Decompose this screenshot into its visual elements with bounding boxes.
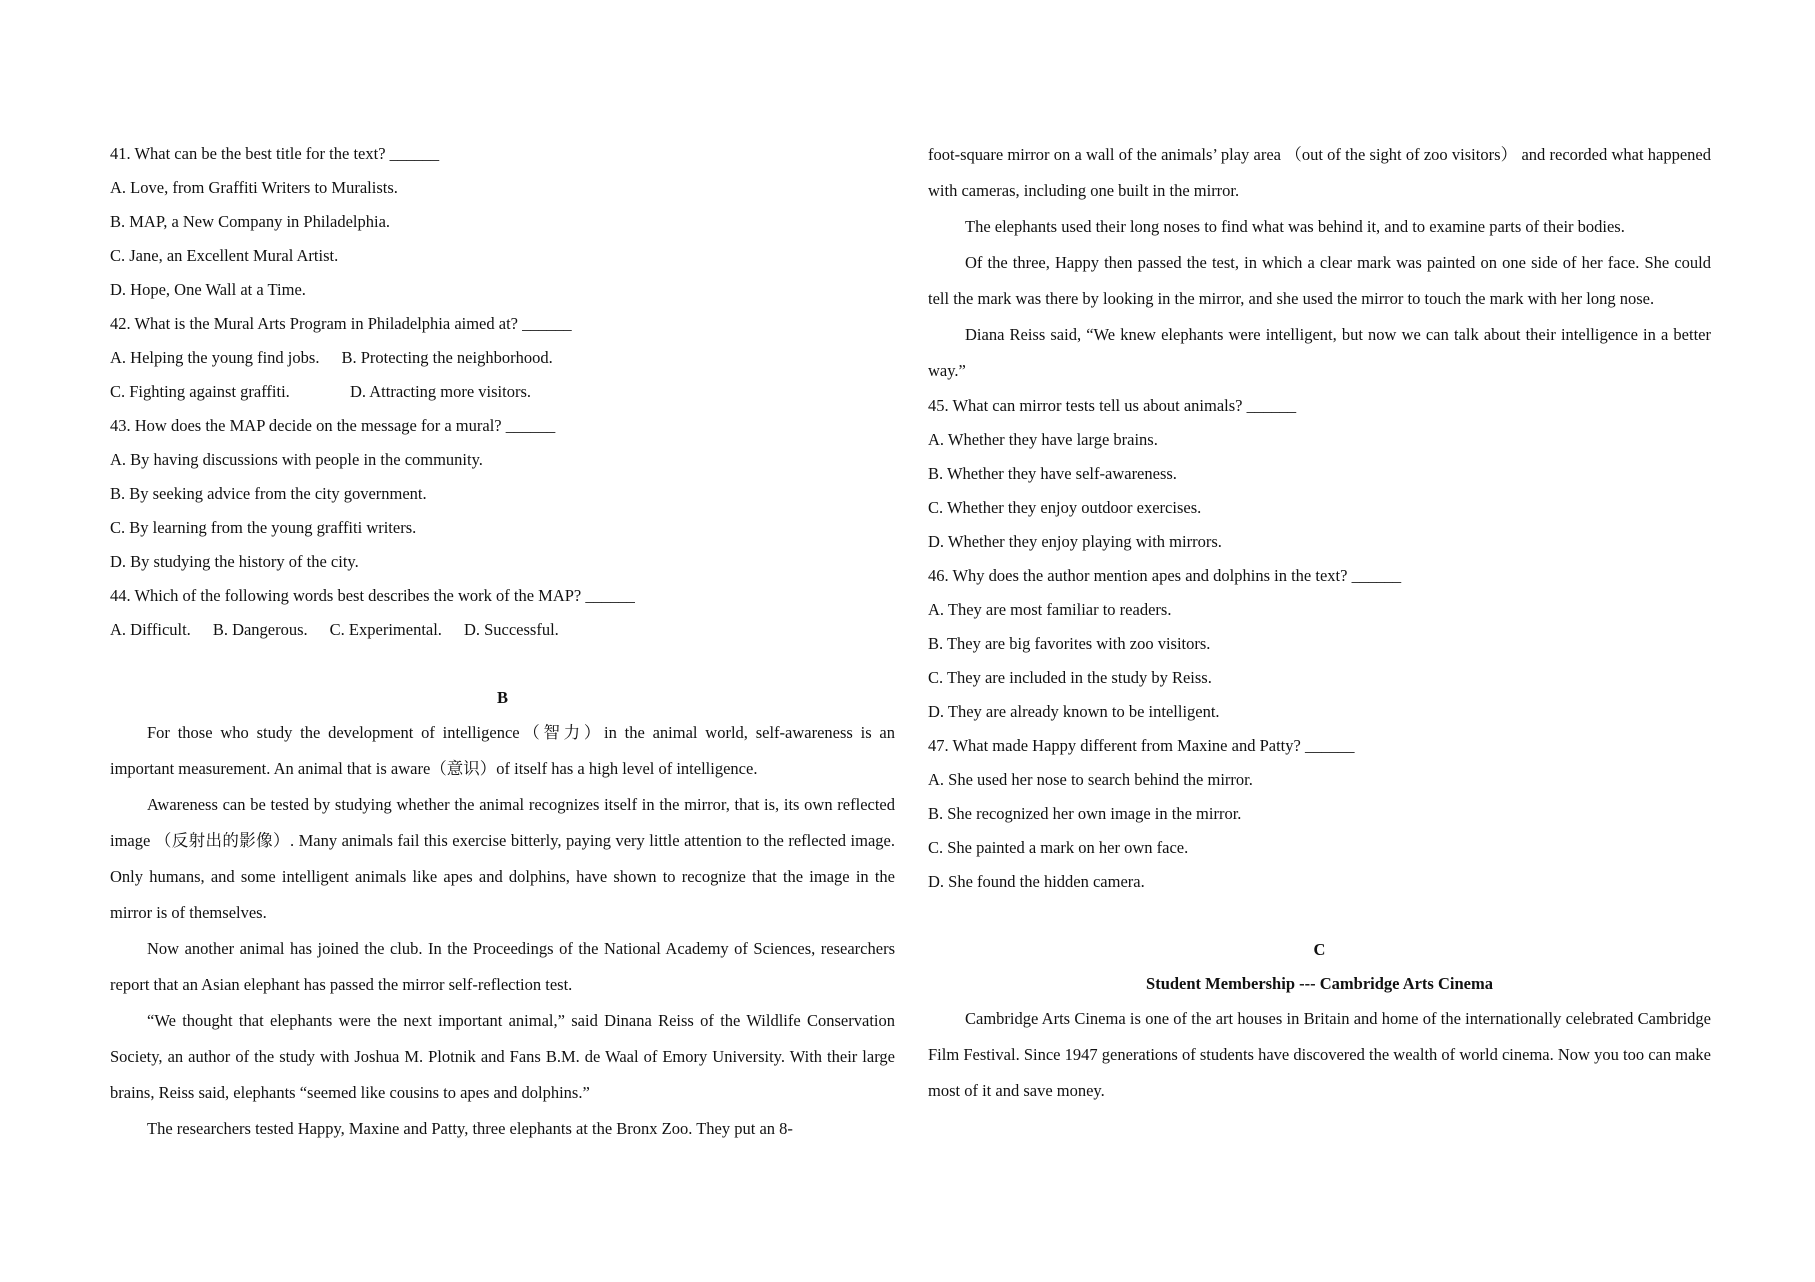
paragraph-5: The researchers tested Happy, Maxine and Patty, three elephants at the Bronx Zoo. They put an 8- xyxy=(147,1119,793,1138)
option-a: A. Difficult. xyxy=(110,620,191,639)
paragraph-6: The elephants used their long noses to find what was behind it, and to examine parts of their bodies. xyxy=(965,217,1625,236)
question-text: 44. Which of the following words best describes the work of the MAP? ______ xyxy=(110,586,635,605)
option-b: B. Whether they have self-awareness. xyxy=(928,464,1177,483)
question-text: 46. Why does the author mention apes and dolphins in the text? ______ xyxy=(928,566,1402,585)
section-c-paragraph: Cambridge Arts Cinema is one of the art houses in Britain and home of the internationally celebrated Cambridge Film Festival. Since 1947 generations of students have discovered the wealth of world cinema. Now you too can make most of it and save money. xyxy=(928,1009,1711,1100)
section-b-label: B xyxy=(496,688,508,707)
paragraph-continuation: foot-square mirror on a wall of the animals’ play area （out of the sight of zoo visitors） and recorded what happened with cameras, including one built in the mirror. xyxy=(928,145,1711,200)
option-c: C. They are included in the study by Reiss. xyxy=(928,668,1212,687)
paragraph-3: Now another animal has joined the club. In the Proceedings of the National Academy of Sciences, researchers report that an Asian elephant has passed the mirror self-reflection test. xyxy=(110,939,895,994)
spacer xyxy=(928,899,1711,933)
paragraph-8: Diana Reiss said, “We knew elephants were intelligent, but now we can talk about their intelligence in a better way.” xyxy=(928,325,1711,380)
question-42 xyxy=(110,307,895,409)
option-d: D. She found the hidden camera. xyxy=(928,872,1145,891)
option-b: B. They are big favorites with zoo visitors. xyxy=(928,634,1211,653)
option-c: C. Jane, an Excellent Mural Artist. xyxy=(110,246,339,265)
paragraph-7: Of the three, Happy then passed the test, in which a clear mark was painted on one side of her face. She could tell the mark was there by looking in the mirror, and she used the mirror to touch the mark with her long nose. xyxy=(928,253,1711,308)
option-row xyxy=(110,613,895,647)
option-d: D. Whether they enjoy playing with mirrors. xyxy=(928,532,1222,551)
question-46 xyxy=(928,559,1711,729)
option-d: D. They are already known to be intelligent. xyxy=(928,702,1220,721)
question-47 xyxy=(928,729,1711,899)
question-text: 43. How does the MAP decide on the message for a mural? ______ xyxy=(110,416,556,435)
question-text: 47. What made Happy different from Maxine and Patty? ______ xyxy=(928,736,1355,755)
spacer xyxy=(110,647,895,681)
option-c: C. She painted a mark on her own face. xyxy=(928,838,1189,857)
option-d: D. Hope, One Wall at a Time. xyxy=(110,280,306,299)
option-c: C. Fighting against graffiti. xyxy=(110,382,290,401)
option-a: A. By having discussions with people in the community. xyxy=(110,450,483,469)
question-44 xyxy=(110,579,895,647)
question-41 xyxy=(110,137,895,307)
option-b: B. Protecting the neighborhood. xyxy=(341,348,553,367)
section-c-title: Student Membership --- Cambridge Arts Cinema xyxy=(1146,974,1493,993)
option-c: C. Whether they enjoy outdoor exercises. xyxy=(928,498,1202,517)
option-c: C. By learning from the young graffiti writers. xyxy=(110,518,417,537)
paragraph-4: “We thought that elephants were the next important animal,” said Dinana Reiss of the Wildlife Conservation Society, an author of the study with Joshua M. Plotnik and Fans B.M. de Waal of Emory University. With their large brains, Reiss said, elephants “seemed like cousins to apes and dolphins.” xyxy=(110,1011,895,1102)
question-43 xyxy=(110,409,895,579)
option-d: D. Attracting more visitors. xyxy=(350,382,532,401)
question-text: 41. What can be the best title for the text? ______ xyxy=(110,144,440,163)
option-d: D. By studying the history of the city. xyxy=(110,552,359,571)
question-text: 42. What is the Mural Arts Program in Philadelphia aimed at? ______ xyxy=(110,314,572,333)
option-a: A. Helping the young find jobs. xyxy=(110,348,320,367)
right-column xyxy=(928,137,1711,1109)
option-b: B. She recognized her own image in the mirror. xyxy=(928,804,1242,823)
option-row xyxy=(110,341,895,375)
option-b: B. Dangerous. xyxy=(212,620,308,639)
left-column xyxy=(110,137,895,1147)
option-a: A. She used her nose to search behind the mirror. xyxy=(928,770,1253,789)
option-b: B. By seeking advice from the city government. xyxy=(110,484,427,503)
option-b: B. MAP, a New Company in Philadelphia. xyxy=(110,212,391,231)
option-a: A. They are most familiar to readers. xyxy=(928,600,1172,619)
question-45 xyxy=(928,389,1711,559)
option-d: D. Successful. xyxy=(463,620,559,639)
option-row xyxy=(110,375,895,409)
paragraph-1: For those who study the development of intelligence（智力）in the animal world, self-awareness is an important measurement. An animal that is aware（意识）of itself has a high level of intelligence. xyxy=(110,723,895,778)
question-text: 45. What can mirror tests tell us about animals? ______ xyxy=(928,396,1297,415)
option-a: A. Love, from Graffiti Writers to Muralists. xyxy=(110,178,398,197)
option-a: A. Whether they have large brains. xyxy=(928,430,1158,449)
option-c: C. Experimental. xyxy=(329,620,442,639)
section-c-label: C xyxy=(1313,940,1326,959)
paragraph-2: Awareness can be tested by studying whether the animal recognizes itself in the mirror, that is, its own reflected image （反射出的影像）. Many animals fail this exercise bitterly, paying very little attention to the reflected image. Only humans, and some intelligent animals like apes and dolphins, have shown to recognize that the image in the mirror is of themselves. xyxy=(110,795,895,922)
